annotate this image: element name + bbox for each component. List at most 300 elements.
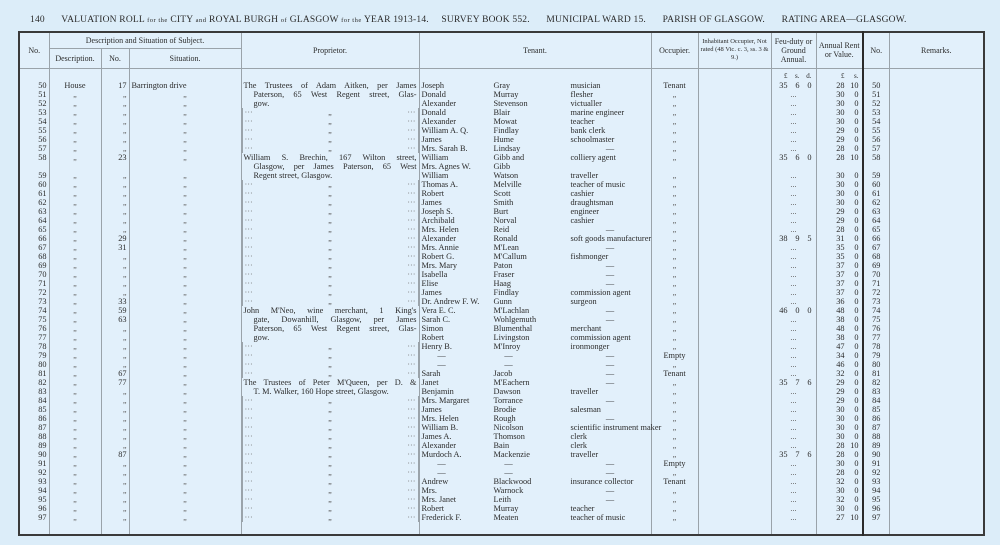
occupier: „ [651, 342, 698, 351]
tenant-occupation: — [605, 368, 615, 378]
inhabitant-occupier [698, 459, 771, 468]
inhabitant-occupier [698, 306, 771, 315]
feu-duty [771, 225, 816, 234]
leader-dots: ··· [407, 341, 416, 351]
feu-duty [771, 90, 816, 99]
inhabitant-occupier [698, 441, 771, 450]
leader-dots: ··· [244, 404, 253, 414]
situation: „ [129, 513, 241, 522]
col-tenant: Tenant. [419, 32, 651, 68]
row-number: 91 [19, 459, 49, 468]
tenant-first-name: Alexander [421, 116, 457, 126]
description: „ [49, 441, 101, 450]
row-number: 65 [19, 225, 49, 234]
inhabitant-occupier [698, 333, 771, 342]
proprietor [242, 351, 419, 360]
annual-rent [816, 198, 863, 207]
leader-dots: ··· [244, 368, 253, 378]
table-row [19, 252, 984, 261]
leader-dots: ··· [244, 179, 253, 189]
description: „ [49, 450, 101, 459]
inhabitant-occupier [698, 405, 771, 414]
feu-duty [771, 189, 816, 198]
situation: „ [129, 108, 241, 117]
occupier: „ [651, 108, 698, 117]
row-number: 92 [19, 468, 49, 477]
feu-duty [771, 207, 816, 216]
feu-blank: ... [790, 251, 797, 261]
remarks [889, 288, 984, 297]
feu-blank: ... [790, 224, 797, 234]
inhabitant-occupier [698, 180, 771, 189]
tenant-surname: — [504, 458, 513, 468]
rent-pounds: 37 [836, 287, 845, 297]
annual-rent [816, 162, 863, 171]
tenant-surname: Wohlgemuth [493, 314, 537, 324]
tenant-surname: Paton [493, 260, 513, 270]
inhabitant-occupier [698, 99, 771, 108]
house-number: 63 [101, 315, 129, 324]
feu-duty [771, 144, 816, 153]
feu-duty [771, 135, 816, 144]
occupier: „ [651, 306, 698, 315]
tenant [419, 342, 651, 351]
feu-duty [771, 486, 816, 495]
leader-dots: ··· [244, 233, 253, 243]
feu-shillings: 6 [795, 152, 800, 162]
feu-duty [771, 450, 816, 459]
house-number: „ [101, 117, 129, 126]
table-row [19, 144, 984, 153]
row-number-right: 83 [863, 387, 889, 396]
occupier: „ [651, 396, 698, 405]
leader-dots: ··· [407, 413, 416, 423]
rent-pounds: 37 [836, 260, 845, 270]
row-number-right: 95 [863, 495, 889, 504]
table-row [19, 324, 984, 333]
table-bottom-padding [19, 522, 984, 535]
proprietor: Paterson, 65 West Regent street, Glas- [241, 324, 419, 333]
leader-dots: ··· [244, 188, 253, 198]
tenant-occupation: — [605, 359, 615, 369]
col-desc-group: Description and Situation of Subject. [49, 32, 241, 48]
tenant-surname: — [504, 350, 513, 360]
rent-shillings: 0 [854, 224, 859, 234]
remarks [889, 387, 984, 396]
proprietor: The Trustees of Peter M'Queen, per D. & [241, 378, 419, 387]
occupier: „ [651, 468, 698, 477]
house-number: 77 [101, 378, 129, 387]
house-number: „ [101, 351, 129, 360]
proprietor [242, 486, 419, 495]
feu-pence: 0 [807, 305, 812, 315]
feu-pounds: 35 [779, 449, 788, 459]
tenant [419, 108, 651, 117]
annual-rent [816, 369, 863, 378]
annual-rent [816, 342, 863, 351]
tenant-first-name: Murdoch A. [421, 449, 462, 459]
annual-rent [816, 351, 863, 360]
ditto-mark: „ [328, 224, 332, 234]
feu-duty [771, 279, 816, 288]
feu-blank: ... [790, 89, 797, 99]
row-number: 87 [19, 423, 49, 432]
annual-rent [816, 207, 863, 216]
tenant [419, 396, 651, 405]
remarks [889, 108, 984, 117]
tenant-occupation: — [605, 377, 615, 387]
row-number-right: 58 [863, 153, 889, 162]
situation: „ [129, 135, 241, 144]
rent-pounds: 29 [836, 377, 845, 387]
tenant-surname: Murray [493, 503, 519, 513]
ditto-mark: „ [328, 467, 332, 477]
proprietor [242, 279, 419, 288]
occupier: „ [651, 180, 698, 189]
proprietor: gate, Dowanhill, Glasgow, per James [241, 315, 419, 324]
situation: „ [129, 198, 241, 207]
leader-dots: ··· [244, 503, 253, 513]
rent-shillings: 0 [854, 296, 859, 306]
leader-dots: ··· [244, 143, 253, 153]
rent-pounds: 30 [836, 107, 845, 117]
leader-dots: ··· [244, 287, 253, 297]
tenant-occupation: clerk [570, 431, 588, 441]
leader-dots: ··· [407, 224, 416, 234]
occupier: „ [651, 513, 698, 522]
rent-shillings: 0 [854, 359, 859, 369]
tenant-occupation: — [605, 467, 615, 477]
situation: „ [129, 441, 241, 450]
situation: „ [129, 396, 241, 405]
rent-pounds: 28 [836, 80, 845, 90]
table-row [19, 162, 984, 171]
tenant-occupation: flesher [570, 89, 594, 99]
table-row [19, 351, 984, 360]
tenant [419, 216, 651, 225]
occupier: „ [651, 279, 698, 288]
tenant-surname: Blackwood [493, 476, 532, 486]
row-number-right: 93 [863, 477, 889, 486]
proprietor [242, 477, 419, 486]
house-number: 29 [101, 234, 129, 243]
col-feu: Feu-duty or Ground Annual. [771, 32, 816, 68]
feu-duty [771, 270, 816, 279]
col-description: Description. [49, 48, 101, 68]
tenant [419, 333, 651, 342]
row-number: 93 [19, 477, 49, 486]
row-number-right: 75 [863, 315, 889, 324]
leader-dots: ··· [407, 215, 416, 225]
rent-pounds: 30 [836, 422, 845, 432]
tenant-occupation: commission agent [570, 332, 631, 342]
proprietor: Regent street, Glasgow. [241, 171, 419, 180]
rent-shillings: 0 [854, 332, 859, 342]
row-number-right: 50 [863, 81, 889, 90]
remarks [889, 495, 984, 504]
tenant-first-name: Benjamin [421, 386, 454, 396]
occupier: „ [651, 414, 698, 423]
tenant-first-name: Joseph S. [421, 206, 453, 216]
feu-blank: ... [790, 215, 797, 225]
rent-pounds: 35 [836, 242, 845, 252]
inhabitant-occupier [698, 135, 771, 144]
tenant-first-name: William [421, 170, 449, 180]
inhabitant-occupier [698, 297, 771, 306]
remarks [889, 351, 984, 360]
inhabitant-occupier [698, 513, 771, 522]
table-row [19, 207, 984, 216]
annual-rent [816, 306, 863, 315]
leader-dots: ··· [407, 242, 416, 252]
situation: „ [129, 432, 241, 441]
leader-dots: ··· [244, 107, 253, 117]
house-number [101, 162, 129, 171]
col-number: No. [101, 48, 129, 68]
col-rent: Annual Rent or Value. [816, 32, 863, 68]
description: „ [49, 423, 101, 432]
occupier: „ [651, 423, 698, 432]
proprietor: The Trustees of Adam Aitken, per James [241, 81, 419, 90]
ditto-mark: „ [328, 233, 332, 243]
tenant [419, 270, 651, 279]
leader-dots: ··· [407, 368, 416, 378]
description: „ [49, 504, 101, 513]
occupier: „ [651, 360, 698, 369]
roll-title: VALUATION ROLL for the CITY and ROYAL BURGH of GLASGOW for the YEAR 1913-14. [61, 15, 429, 25]
leader-dots: ··· [407, 503, 416, 513]
tenant-surname: Mowat [493, 116, 518, 126]
description: „ [49, 288, 101, 297]
situation: „ [129, 153, 241, 162]
house-number: „ [101, 198, 129, 207]
row-number-right: 90 [863, 450, 889, 459]
rent-pounds: 48 [836, 305, 845, 315]
rent-shillings: 0 [854, 260, 859, 270]
annual-rent [816, 324, 863, 333]
table-row [19, 243, 984, 252]
tenant-first-name: Mrs. Annie [421, 242, 459, 252]
situation: „ [129, 144, 241, 153]
tenant-occupation: — [605, 260, 615, 270]
tenant [419, 171, 651, 180]
feu-duty [771, 108, 816, 117]
house-number: „ [101, 180, 129, 189]
remarks [889, 117, 984, 126]
inhabitant-occupier [698, 171, 771, 180]
roll-body [19, 68, 984, 535]
tenant [419, 468, 651, 477]
leader-dots: ··· [244, 206, 253, 216]
house-number: „ [101, 225, 129, 234]
feu-blank: ... [790, 170, 797, 180]
tenant [419, 99, 651, 108]
tenant [419, 477, 651, 486]
tenant-occupation: — [605, 413, 615, 423]
occupier: „ [651, 405, 698, 414]
rent-shillings: 0 [854, 188, 859, 198]
leader-dots: ··· [244, 116, 253, 126]
tenant [419, 486, 651, 495]
rent-pounds: 29 [836, 134, 845, 144]
rent-shillings: 0 [854, 269, 859, 279]
leader-dots: ··· [407, 179, 416, 189]
house-number: „ [101, 360, 129, 369]
tenant-surname: Bain [493, 440, 510, 450]
rent-shillings: 0 [854, 134, 859, 144]
leader-dots: ··· [244, 125, 253, 135]
row-number: 70 [19, 270, 49, 279]
description: „ [49, 189, 101, 198]
tenant [419, 387, 651, 396]
tenant-first-name: — [437, 350, 446, 360]
description: „ [49, 90, 101, 99]
remarks [889, 396, 984, 405]
annual-rent [816, 261, 863, 270]
annual-rent [816, 270, 863, 279]
row-number: 97 [19, 513, 49, 522]
situation: „ [129, 297, 241, 306]
ditto-mark: „ [328, 449, 332, 459]
table-row [19, 279, 984, 288]
proprietor: Paterson, 65 West Regent street, Glas- [241, 90, 419, 99]
feu-shillings: 0 [795, 305, 800, 315]
ditto-mark: „ [328, 476, 332, 486]
annual-rent [816, 126, 863, 135]
tenant-first-name: Andrew [421, 476, 449, 486]
occupier: „ [651, 153, 698, 162]
house-number: „ [101, 216, 129, 225]
description: „ [49, 360, 101, 369]
description: „ [49, 297, 101, 306]
feu-pounds: 38 [779, 233, 788, 243]
table-row [19, 405, 984, 414]
inhabitant-occupier [698, 126, 771, 135]
tenant-surname: — [504, 359, 513, 369]
rent-shillings: 0 [854, 242, 859, 252]
description: „ [49, 468, 101, 477]
tenant-occupation: teacher [570, 503, 595, 513]
tenant [419, 279, 651, 288]
occupier: „ [651, 387, 698, 396]
rent-pounds: 37 [836, 269, 845, 279]
occupier: „ [651, 198, 698, 207]
feu-duty [771, 315, 816, 324]
feu-blank: ... [790, 494, 797, 504]
row-number-right: 61 [863, 189, 889, 198]
house-number: 87 [101, 450, 129, 459]
leader-dots: ··· [244, 134, 253, 144]
inhabitant-occupier [698, 108, 771, 117]
tenant-first-name: Simon [421, 323, 444, 333]
house-number: 23 [101, 153, 129, 162]
proprietor [242, 297, 419, 306]
remarks [889, 270, 984, 279]
tenant-first-name: Alexander [421, 233, 457, 243]
tenant-occupation: merchant [570, 323, 602, 333]
feu-duty [771, 252, 816, 261]
feu-blank: ... [790, 188, 797, 198]
table-row [19, 342, 984, 351]
feu-blank: ... [790, 440, 797, 450]
situation: „ [129, 252, 241, 261]
rent-shillings: 0 [854, 305, 859, 315]
rent-shillings: 10 [850, 440, 859, 450]
situation: „ [129, 270, 241, 279]
proprietor [242, 450, 419, 459]
rent-shillings: 0 [854, 458, 859, 468]
occupier: Empty [651, 351, 698, 360]
tenant-occupation: cashier [570, 188, 594, 198]
house-number: „ [101, 468, 129, 477]
ditto-mark: „ [328, 278, 332, 288]
tenant-occupation: draughtsman [570, 197, 614, 207]
proprietor [242, 189, 419, 198]
feu-duty [771, 243, 816, 252]
tenant-surname: Meaten [493, 512, 519, 522]
row-number-right: 74 [863, 306, 889, 315]
rent-shillings: 0 [854, 377, 859, 387]
table-row [19, 135, 984, 144]
row-number: 61 [19, 189, 49, 198]
description: „ [49, 378, 101, 387]
tenant [419, 126, 651, 135]
description: „ [49, 306, 101, 315]
row-number: 50 [19, 81, 49, 90]
leader-dots: ··· [244, 494, 253, 504]
feu-blank: ... [790, 206, 797, 216]
occupier: „ [651, 234, 698, 243]
tenant [419, 198, 651, 207]
tenant-occupation: — [605, 143, 615, 153]
rent-pounds: 30 [836, 458, 845, 468]
rent-pounds: 29 [836, 386, 845, 396]
tenant [419, 432, 651, 441]
proprietor: gow. [241, 333, 419, 342]
situation: „ [129, 126, 241, 135]
row-number: 94 [19, 486, 49, 495]
row-number-right: 79 [863, 351, 889, 360]
tenant-first-name: Donald [421, 89, 446, 99]
leader-dots: ··· [407, 359, 416, 369]
feu-blank: ... [790, 323, 797, 333]
row-number: 82 [19, 378, 49, 387]
leader-dots: ··· [407, 206, 416, 216]
rent-pounds: 30 [836, 170, 845, 180]
occupier: „ [651, 90, 698, 99]
occupier: Tenant [651, 369, 698, 378]
tenant [419, 405, 651, 414]
row-number-right: 72 [863, 288, 889, 297]
ditto-mark: „ [328, 359, 332, 369]
feu-duty [771, 216, 816, 225]
house-number: „ [101, 405, 129, 414]
remarks [889, 504, 984, 513]
ditto-mark: „ [328, 287, 332, 297]
annual-rent [816, 504, 863, 513]
tenant-surname: Melville [493, 179, 522, 189]
rent-pounds: 29 [836, 395, 845, 405]
inhabitant-occupier [698, 216, 771, 225]
leader-dots: ··· [407, 467, 416, 477]
remarks [889, 360, 984, 369]
house-number: „ [101, 288, 129, 297]
tenant-first-name: Elise [421, 278, 439, 288]
inhabitant-occupier [698, 198, 771, 207]
table-row [19, 180, 984, 189]
row-number-right: 78 [863, 342, 889, 351]
inhabitant-occupier [698, 378, 771, 387]
